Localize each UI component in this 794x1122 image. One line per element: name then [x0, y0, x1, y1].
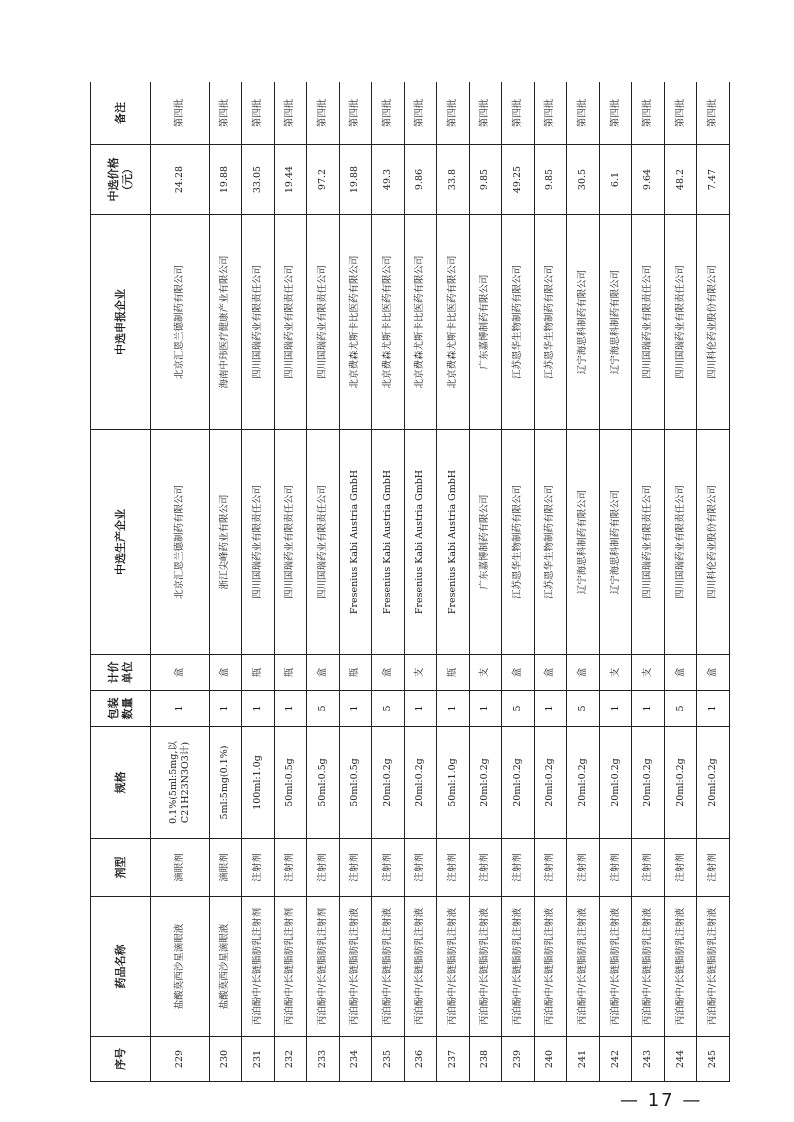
- page-number: — 17 —: [620, 1090, 703, 1111]
- cell-name: 丙泊酚中/长链脂肪乳注射液: [437, 897, 470, 1037]
- cell-name: 丙泊酚中/长链脂肪乳注射剂: [307, 897, 340, 1037]
- cell-maker: 辽宁海思科制药有限公司: [567, 430, 600, 655]
- cell-unit: 支: [469, 655, 502, 691]
- table-row: [339, 82, 372, 1082]
- cell-no: 244: [664, 1037, 697, 1082]
- cell-applicant: 北京费森尤斯卡比医药有限公司: [339, 215, 372, 430]
- cell-maker: 辽宁海思科制药有限公司: [599, 430, 632, 655]
- cell-maker: 四川国瑞药业有限责任公司: [664, 430, 697, 655]
- cell-no: 241: [567, 1037, 600, 1082]
- table-row: [307, 82, 340, 1082]
- cell-pack: 1: [339, 691, 372, 727]
- cell-note: 第四批: [372, 82, 405, 145]
- cell-name: 丙泊酚中/长链脂肪乳注射液: [502, 897, 535, 1037]
- cell-note: 第四批: [307, 82, 340, 145]
- procurement-table: [90, 82, 730, 1082]
- cell-unit: 瓶: [437, 655, 470, 691]
- table-row: [664, 82, 697, 1082]
- cell-form: 注射剂: [502, 839, 535, 897]
- cell-unit: 盒: [307, 655, 340, 691]
- cell-maker: 北京汇恩兰德制药有限公司: [151, 430, 210, 655]
- cell-spec: 20ml:0.2g: [697, 727, 730, 839]
- cell-form: 滴眼剂: [151, 839, 210, 897]
- cell-unit: 盒: [209, 655, 242, 691]
- cell-no: 239: [502, 1037, 535, 1082]
- cell-price: 49.3: [372, 145, 405, 215]
- cell-spec: 20ml:0.2g: [534, 727, 567, 839]
- cell-applicant: 江苏恩华生物制药有限公司: [502, 215, 535, 430]
- table-row: [567, 82, 600, 1082]
- table-header-row: [91, 82, 151, 1082]
- cell-note: 第四批: [599, 82, 632, 145]
- cell-pack: 1: [534, 691, 567, 727]
- cell-note: 第四批: [151, 82, 210, 145]
- cell-unit: 瓶: [242, 655, 275, 691]
- cell-spec: 0.1%(5ml:5mg,以C21H23N3O3计): [151, 727, 210, 839]
- cell-form: 注射剂: [632, 839, 665, 897]
- cell-no: 235: [372, 1037, 405, 1082]
- cell-applicant: 北京汇恩兰德制药有限公司: [151, 215, 210, 430]
- cell-price: 33.8: [437, 145, 470, 215]
- table-row: [469, 82, 502, 1082]
- cell-applicant: 辽宁海思科制药有限公司: [567, 215, 600, 430]
- cell-applicant: 海南中玮医疗健康产业有限公司: [209, 215, 242, 430]
- cell-applicant: 广东嘉博制药有限公司: [469, 215, 502, 430]
- header-pack: 包装数量: [91, 691, 151, 727]
- cell-no: 238: [469, 1037, 502, 1082]
- cell-applicant: 四川科伦药业股份有限公司: [697, 215, 730, 430]
- cell-spec: 50ml:0.5g: [307, 727, 340, 839]
- cell-note: 第四批: [242, 82, 275, 145]
- cell-applicant: 四川国瑞药业有限责任公司: [274, 215, 307, 430]
- cell-form: 注射剂: [372, 839, 405, 897]
- cell-maker: 四川国瑞药业有限责任公司: [274, 430, 307, 655]
- rotated-table-frame: [90, 82, 730, 1082]
- cell-maker: 江苏恩华生物制药有限公司: [502, 430, 535, 655]
- cell-applicant: 四川国瑞药业有限责任公司: [242, 215, 275, 430]
- cell-maker: Fresenius Kabi Austria GmbH: [339, 430, 372, 655]
- cell-no: 240: [534, 1037, 567, 1082]
- cell-pack: 1: [697, 691, 730, 727]
- cell-spec: 20ml:0.2g: [469, 727, 502, 839]
- cell-unit: 盒: [697, 655, 730, 691]
- cell-pack: 1: [242, 691, 275, 727]
- cell-name: 丙泊酚中/长链脂肪乳注射剂: [242, 897, 275, 1037]
- table-row: [151, 82, 210, 1082]
- cell-maker: Fresenius Kabi Austria GmbH: [437, 430, 470, 655]
- cell-pack: 1: [151, 691, 210, 727]
- header-price: 中选价格（元）: [91, 145, 151, 215]
- cell-price: 30.5: [567, 145, 600, 215]
- cell-maker: 四川国瑞药业有限责任公司: [242, 430, 275, 655]
- cell-note: 第四批: [632, 82, 665, 145]
- cell-maker: 浙江尖峰药业有限公司: [209, 430, 242, 655]
- cell-price: 9.86: [404, 145, 437, 215]
- cell-price: 19.44: [274, 145, 307, 215]
- cell-unit: 瓶: [339, 655, 372, 691]
- cell-spec: 50ml:0.5g: [274, 727, 307, 839]
- cell-note: 第四批: [567, 82, 600, 145]
- cell-unit: 支: [632, 655, 665, 691]
- cell-maker: 四川国瑞药业有限责任公司: [307, 430, 340, 655]
- cell-applicant: 北京费森尤斯卡比医药有限公司: [437, 215, 470, 430]
- cell-spec: 20ml:0.2g: [502, 727, 535, 839]
- cell-no: 245: [697, 1037, 730, 1082]
- cell-note: 第四批: [697, 82, 730, 145]
- cell-name: 盐酸莫西沙星滴眼液: [209, 897, 242, 1037]
- cell-pack: 1: [404, 691, 437, 727]
- cell-pack: 1: [469, 691, 502, 727]
- cell-pack: 1: [599, 691, 632, 727]
- cell-note: 第四批: [437, 82, 470, 145]
- rotated-table-inner: [90, 82, 730, 1082]
- table-row: [632, 82, 665, 1082]
- cell-note: 第四批: [339, 82, 372, 145]
- cell-price: 7.47: [697, 145, 730, 215]
- cell-unit: 支: [599, 655, 632, 691]
- cell-form: 注射剂: [697, 839, 730, 897]
- cell-unit: 盒: [664, 655, 697, 691]
- cell-price: 49.25: [502, 145, 535, 215]
- cell-unit: 盒: [502, 655, 535, 691]
- cell-name: 丙泊酚中/长链脂肪乳注射液: [697, 897, 730, 1037]
- cell-name: 丙泊酚中/长链脂肪乳注射液: [339, 897, 372, 1037]
- cell-unit: 盒: [534, 655, 567, 691]
- cell-maker: 广东嘉博制药有限公司: [469, 430, 502, 655]
- cell-pack: 1: [437, 691, 470, 727]
- table-row: [242, 82, 275, 1082]
- cell-form: 注射剂: [599, 839, 632, 897]
- cell-no: 233: [307, 1037, 340, 1082]
- cell-unit: 瓶: [274, 655, 307, 691]
- cell-applicant: 北京费森尤斯卡比医药有限公司: [404, 215, 437, 430]
- cell-note: 第四批: [274, 82, 307, 145]
- cell-pack: 1: [209, 691, 242, 727]
- cell-note: 第四批: [534, 82, 567, 145]
- cell-price: 33.05: [242, 145, 275, 215]
- cell-no: 242: [599, 1037, 632, 1082]
- cell-no: 231: [242, 1037, 275, 1082]
- cell-spec: 50ml:1.0g: [437, 727, 470, 839]
- cell-maker: Fresenius Kabi Austria GmbH: [404, 430, 437, 655]
- cell-pack: 1: [274, 691, 307, 727]
- cell-unit: 支: [404, 655, 437, 691]
- table-row: [534, 82, 567, 1082]
- table-row: [599, 82, 632, 1082]
- cell-spec: 20ml:0.2g: [404, 727, 437, 839]
- cell-price: 9.85: [469, 145, 502, 215]
- cell-note: 第四批: [469, 82, 502, 145]
- cell-no: 234: [339, 1037, 372, 1082]
- cell-form: 注射剂: [242, 839, 275, 897]
- cell-spec: 20ml:0.2g: [664, 727, 697, 839]
- table-row: [209, 82, 242, 1082]
- cell-price: 9.64: [632, 145, 665, 215]
- cell-name: 丙泊酚中/长链脂肪乳注射液: [664, 897, 697, 1037]
- header-form: 剂型: [91, 839, 151, 897]
- cell-price: 6.1: [599, 145, 632, 215]
- cell-pack: 1: [632, 691, 665, 727]
- cell-name: 丙泊酚中/长链脂肪乳注射液: [534, 897, 567, 1037]
- cell-name: 丙泊酚中/长链脂肪乳注射剂: [274, 897, 307, 1037]
- cell-spec: 100ml:1.0g: [242, 727, 275, 839]
- cell-no: 236: [404, 1037, 437, 1082]
- cell-applicant: 四川国瑞药业有限责任公司: [632, 215, 665, 430]
- cell-maker: Fresenius Kabi Austria GmbH: [372, 430, 405, 655]
- cell-form: 注射剂: [469, 839, 502, 897]
- cell-applicant: 四川国瑞药业有限责任公司: [307, 215, 340, 430]
- cell-unit: 盒: [567, 655, 600, 691]
- cell-form: 注射剂: [567, 839, 600, 897]
- cell-unit: 盒: [151, 655, 210, 691]
- cell-price: 97.2: [307, 145, 340, 215]
- cell-spec: 20ml:0.2g: [599, 727, 632, 839]
- cell-pack: 5: [307, 691, 340, 727]
- table-row: [274, 82, 307, 1082]
- cell-form: 注射剂: [437, 839, 470, 897]
- header-note: 备注: [91, 82, 151, 145]
- cell-applicant: 江苏恩华生物制药有限公司: [534, 215, 567, 430]
- cell-pack: 5: [567, 691, 600, 727]
- cell-form: 注射剂: [307, 839, 340, 897]
- cell-name: 丙泊酚中/长链脂肪乳注射液: [567, 897, 600, 1037]
- cell-pack: 5: [664, 691, 697, 727]
- cell-price: 24.28: [151, 145, 210, 215]
- cell-no: 243: [632, 1037, 665, 1082]
- cell-maker: 四川国瑞药业有限责任公司: [632, 430, 665, 655]
- cell-note: 第四批: [209, 82, 242, 145]
- cell-name: 丙泊酚中/长链脂肪乳注射液: [404, 897, 437, 1037]
- header-spec: 规格: [91, 727, 151, 839]
- cell-name: 丙泊酚中/长链脂肪乳注射液: [372, 897, 405, 1037]
- cell-pack: 5: [502, 691, 535, 727]
- cell-form: 滴眼剂: [209, 839, 242, 897]
- cell-maker: 四川科伦药业股份有限公司: [697, 430, 730, 655]
- cell-name: 丙泊酚中/长链脂肪乳注射液: [599, 897, 632, 1037]
- cell-applicant: 北京费森尤斯卡比医药有限公司: [372, 215, 405, 430]
- cell-name: 丙泊酚中/长链脂肪乳注射液: [632, 897, 665, 1037]
- cell-form: 注射剂: [534, 839, 567, 897]
- cell-price: 19.88: [209, 145, 242, 215]
- cell-form: 注射剂: [339, 839, 372, 897]
- cell-spec: 20ml:0.2g: [372, 727, 405, 839]
- cell-no: 230: [209, 1037, 242, 1082]
- cell-name: 丙泊酚中/长链脂肪乳注射液: [469, 897, 502, 1037]
- table-row: [372, 82, 405, 1082]
- cell-no: 229: [151, 1037, 210, 1082]
- table-row: [502, 82, 535, 1082]
- header-name: 药品名称: [91, 897, 151, 1037]
- cell-pack: 5: [372, 691, 405, 727]
- cell-spec: 5ml:5mg(0.1%): [209, 727, 242, 839]
- table-row: [697, 82, 730, 1082]
- cell-applicant: 辽宁海思科制药有限公司: [599, 215, 632, 430]
- header-unit: 计价单位: [91, 655, 151, 691]
- cell-note: 第四批: [664, 82, 697, 145]
- cell-name: 盐酸莫西沙星滴眼液: [151, 897, 210, 1037]
- cell-form: 注射剂: [274, 839, 307, 897]
- cell-price: 19.88: [339, 145, 372, 215]
- cell-spec: 20ml:0.2g: [632, 727, 665, 839]
- cell-spec: 50ml:0.5g: [339, 727, 372, 839]
- cell-price: 9.85: [534, 145, 567, 215]
- cell-spec: 20ml:0.2g: [567, 727, 600, 839]
- cell-form: 注射剂: [404, 839, 437, 897]
- cell-price: 48.2: [664, 145, 697, 215]
- cell-note: 第四批: [404, 82, 437, 145]
- header-applicant: 中选申报企业: [91, 215, 151, 430]
- header-maker: 中选生产企业: [91, 430, 151, 655]
- header-no: 序号: [91, 1037, 151, 1082]
- cell-form: 注射剂: [664, 839, 697, 897]
- cell-applicant: 四川国瑞药业有限责任公司: [664, 215, 697, 430]
- cell-maker: 江苏恩华生物制药有限公司: [534, 430, 567, 655]
- cell-no: 237: [437, 1037, 470, 1082]
- table-row: [404, 82, 437, 1082]
- table-row: [437, 82, 470, 1082]
- cell-no: 232: [274, 1037, 307, 1082]
- cell-unit: 盒: [372, 655, 405, 691]
- cell-note: 第四批: [502, 82, 535, 145]
